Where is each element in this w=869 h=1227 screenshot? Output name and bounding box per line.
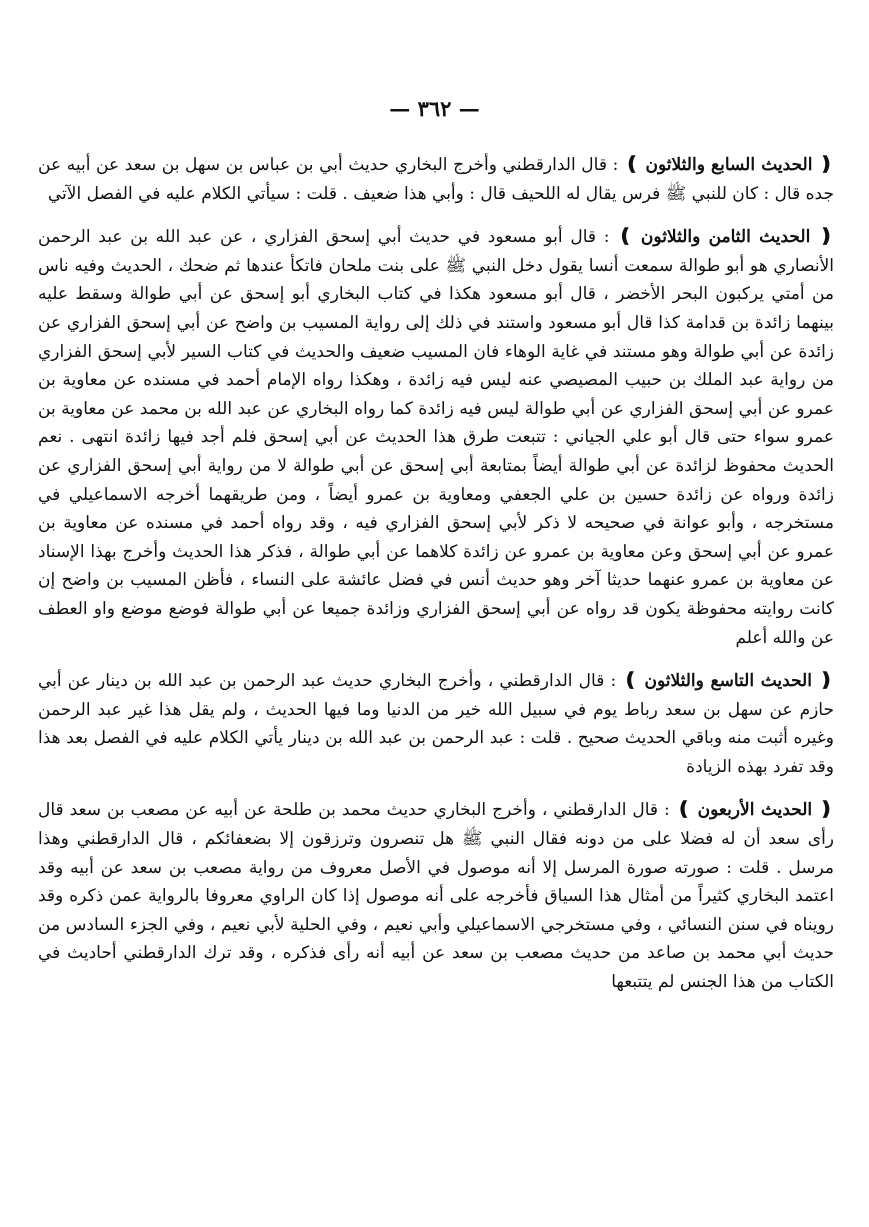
hadith-39-paragraph	[38, 666, 834, 781]
close-bracket: ❫	[623, 153, 640, 175]
close-bracket: ❫	[622, 669, 639, 692]
hadith-37-paragraph	[38, 150, 834, 208]
open-bracket: ❪	[818, 153, 835, 175]
page-number: — ٣٦٢ —	[389, 96, 480, 121]
open-bracket: ❪	[818, 225, 834, 248]
close-bracket: ❫	[675, 798, 692, 821]
hadith-text: : قال الدارقطني وأخرج البخاري حديث أبي بن عباس بن سهل بن سعد عن أبيه عن جده قال : كان للنبي ﷺ فرس يقال له اللحيف قال : وأبي هذا ضعيف . قلت : سيأتي الكلام عليه في الفصل الآتي	[38, 155, 834, 204]
hadith-heading: الحديث السابع والثلاثون	[645, 155, 813, 175]
open-bracket: ❪	[818, 669, 835, 692]
hadith-40-paragraph	[38, 795, 834, 996]
hadith-text: : قال أبو مسعود في حديث أبي إسحق الفزاري ، عن عبد الله بن عبد الرحمن الأنصاري هو أبو طوالة سمعت أنسا يقول دخل النبي ﷺ على بنت ملحان فاتكأ عندها ثم ضحك ، الحديث وفيه ناس من أمتي يركبون البحر الأخضر ، قال أبو مسعود هكذا في كتاب البخاري أبو إسحق عن أبي طوالة وسقط عليه بينهما زائدة بن قدامة كذا قال أبو مسعود واستند في ذلك إلى رواية المسيب بن واضح عن أبي إسحق الفزاري عن زائدة عن أبي طوالة وهو مستند في غاية الوهاء فان المسيب ضعيف والحديث في كتاب السير لأبي إسحق الفزاري من رواية عبد الملك بن حبيب المصيصي عنه ليس فيه زائدة ، وهكذا رواه الإمام أحمد في مسنده عن معاوية بن عمرو عن أبي إسحق الفزاري عن أبي طوالة ليس فيه زائدة كما رواه البخاري عن عبد الله بن محمد عن معاوية بن عمرو سواء حتى قال أبو علي الجياني : تتبعت طرق هذا الحديث عن أبي إسحق فلم أجد فيها زائدة انتهى . نعم الحديث محفوظ لزائدة عن أبي طوالة أيضاً بمتابعة أبي إسحق عن أبي طوالة لا من رواية أبي إسحق الفزاري عن زائدة ورواه عن زائدة حسين بن علي الجعفي ومعاوية بن عمرو أيضاً ، ومن طريقهما أخرجه الاسماعيلي في مستخرجه ، وأبو عوانة في صحيحه لا ذكر لأبي إسحق الفزاري فيه ، وقد رواه أحمد في مسنده عن معاوية بن عمرو عن أبي إسحق وعن معاوية بن عمرو عن زائدة كلاهما عن أبي طوالة ، فذكر هذا الحديث وأخرج بهذا الإسناد عن معاوية بن عمرو عنهما حديثا آخر وهو حديث أنس في فضل عائشة على النساء ، فأظن المسيب بن واضح إن كانت روايته محفوظة يكون قد رواه عن أبي إسحق الفزاري وزائدة جميعا عن أبي طوالة فوضع موضع واو العطف عن والله أعلم	[38, 227, 834, 648]
hadith-heading: الحديث الأربعون	[697, 800, 813, 821]
hadith-heading: الحديث التاسع والثلاثون	[644, 671, 812, 692]
hadith-38-paragraph	[38, 222, 834, 652]
hadith-text: : قال الدارقطني ، وأخرج البخاري حديث عبد الرحمن بن عبد الله بن دينار عن أبي حازم عن سهل بن سعد رباط يوم في سبيل الله خير من الدنيا وما فيها الحديث ، ولم يقل هذا غير عبد الرحمن وغيره أثبت منه وباقي الحديث صحيح . قلت : عبد الرحمن بن عبد الله بن دينار يأتي الكلام عليه في الفصل بعد هذا وقد تفرد بهذه الزيادة	[38, 671, 834, 777]
open-bracket: ❪	[818, 798, 835, 821]
page-body	[38, 150, 834, 1011]
hadith-heading: الحديث الثامن والثلاثون	[640, 227, 811, 248]
close-bracket: ❫	[617, 225, 634, 248]
hadith-text: : قال الدارقطني ، وأخرج البخاري حديث محمد بن طلحة عن أبيه عن مصعب بن سعد قال رأى سعد أن له فضلا على من دونه فقال النبي ﷺ هل تنصرون وترزقون إلا بضعفائكم ، قال الدارقطني وهذا مرسل . قلت : صورته صورة المرسل إلا أنه موصول في الأصل معروف من رواية مصعب بن سعد عن أبيه وقد اعتمد البخاري كثيراً من أمثال هذا السياق فأخرجه على أنه موصول إذا كان الراوي معروفا بالرواية عمن ذكره وقد رويناه في سنن النسائي ، وفي مستخرجي الاسماعيلي وأبي نعيم ، وفي الحلية لأبي نعيم ، وفي الجزء السادس من حديث أبي محمد بن صاعد من حديث مصعب بن سعد عن أبيه أنه رأى فذكره ، وقد ترك الدارقطني أحاديث في الكتاب من هذا الجنس لم يتتبعها	[38, 800, 834, 993]
